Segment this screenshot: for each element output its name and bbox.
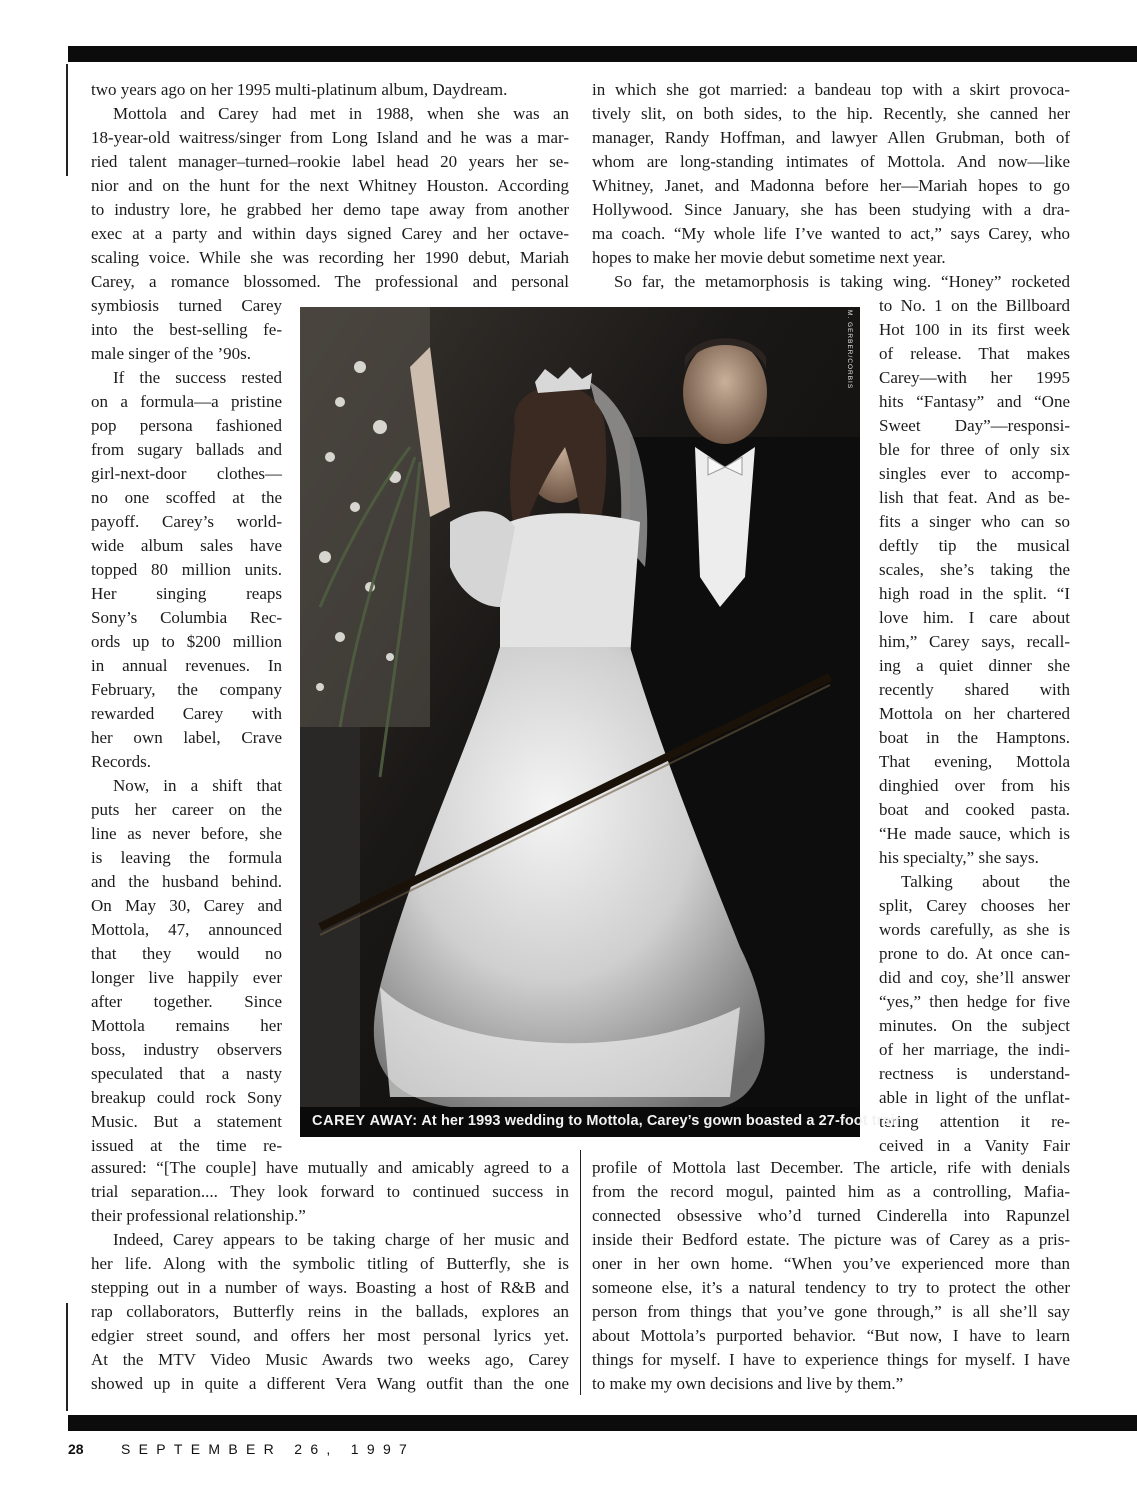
text-line: topped 80 million units. [91,560,282,579]
text-line: two years ago on her 1995 multi-platinum album, Daydream. [91,80,508,99]
text-line: did and coy, she’ll answer [879,968,1070,987]
text-line: line as never before, she [91,824,282,843]
text-line: prone to do. At once can- [879,944,1070,963]
text-line: to No. 1 on the Billboard [879,296,1070,315]
text-line: inside their Bedford estate. The picture was of Carey as a pris- [592,1230,1070,1249]
text-line: him,” Carey says, recall- [879,632,1070,651]
text-line: hits “Fantasy” and “One [879,392,1070,411]
column-1-top-text [91,78,569,294]
text-line: tively slit, on both sides, to the hip. Recently, she canned her [592,104,1070,123]
text-line: hopes to make her movie debut sometime next year. [592,248,946,267]
text-line: Whitney, Janet, and Madonna before her—Mariah hopes to go [592,176,1070,195]
text-line: Mottola and Carey had met in 1988, when she was an [113,104,569,123]
text-line: that they would no [91,944,282,963]
text-line: At the MTV Video Music Awards two weeks ago, Carey [91,1350,569,1369]
text-line: her life. Along with the symbolic titling of Butterfly, she is [91,1254,569,1273]
text-line: person from things that you’ve gone through,” is all she’ll say [592,1302,1070,1321]
text-line: love him. I care about [879,608,1070,627]
text-line: deftly tip the musical [879,536,1070,555]
text-line: rap collaborators, Butterfly reins in the ballads, explores an [91,1302,569,1321]
text-line: edgier street sound, and offers her most personal lyrics yet. [91,1326,569,1345]
text-line: high road in the split. “I [879,584,1070,603]
text-line: minutes. On the subject [879,1016,1070,1035]
text-line: rewarded Carey with [91,704,282,723]
text-line: able in light of the unflat- [879,1088,1070,1107]
text-line: “yes,” then hedge for five [879,992,1070,1011]
text-line: assured: “[The couple] have mutually and amicably agreed to a [91,1158,569,1177]
column-rule [580,1150,581,1395]
text-line: Talking about the [901,872,1070,891]
text-line: Sony’s Columbia Rec- [91,608,282,627]
text-line: Mottola remains her [91,1016,282,1035]
text-line: tering attention it re- [879,1112,1070,1131]
photo-caption-bar [300,1107,904,1137]
text-line: Music. But a statement [91,1112,282,1131]
text-line: nior and on the hunt for the next Whitney Houston. According [91,176,569,195]
text-line: trial separation.... They look forward to continued success in [91,1182,569,1201]
text-line: payoff. Carey’s world- [91,512,282,531]
column-1-narrow-text [91,294,282,1158]
text-line: Hollywood. Since January, she has been studying with a dra- [592,200,1070,219]
text-line: scaling voice. While she was recording her 1990 debut, Mariah [91,248,569,267]
text-line: fits a singer who can so [879,512,1070,531]
text-line: no one scoffed at the [91,488,282,507]
margin-bar-bottom [66,1303,68,1411]
text-line: scales, she’s taking the [879,560,1070,579]
column-2-bottom-text [592,1156,1070,1396]
text-line: and the husband behind. [91,872,282,891]
caption-text: At her 1993 wedding to Mottola, Carey’s gown boasted a 27-foot train [421,1113,904,1129]
text-line: Her singing reaps [91,584,282,603]
text-line: is leaving the formula [91,848,282,867]
text-line: longer live happily ever [91,968,282,987]
text-line: On May 30, Carey and [91,896,282,915]
text-line: speculated that a nasty [91,1064,282,1083]
issue-date: SEPTEMBER 26, 1997 [121,1441,416,1457]
text-line: from the record mogul, painted him as a controlling, Mafia- [592,1182,1070,1201]
text-line: boat and cooked pasta. [879,800,1070,819]
text-line: her own label, Crave [91,728,282,747]
text-line: male singer of the ’90s. [91,344,252,363]
text-line: ords up to $200 million [91,632,282,651]
text-line: exec at a party and within days signed Carey and her octave- [91,224,569,243]
text-line: puts her career on the [91,800,282,819]
text-line: about Mottola’s purported behavior. “But now, I have to learn [592,1326,1070,1345]
text-line: ble for three of only six [879,440,1070,459]
text-line: If the success rested [113,368,282,387]
text-line: boat in the Hamptons. [879,728,1070,747]
text-line: after together. Since [91,992,282,1011]
text-line: ing a quiet dinner she [879,656,1070,675]
caption-lead: CAREY AWAY: [312,1113,418,1129]
text-line: rectness is understand- [879,1064,1070,1083]
text-line: dinghied over from his [879,776,1070,795]
text-line: boss, industry observers [91,1040,282,1059]
text-line: Sweet Day”—responsi- [879,416,1070,435]
text-line: split, Carey chooses her [879,896,1070,915]
text-line: February, the company [91,680,282,699]
text-line: on a formula—a pristine [91,392,282,411]
text-line: Mottola, 47, announced [91,920,282,939]
text-line: Now, in a shift that [113,776,282,795]
text-line: whom are long-standing intimates of Mottola. And now—like [592,152,1070,171]
text-line: Carey, a romance blossomed. The professional and personal [91,272,569,291]
wedding-photo-illustration [300,307,860,1137]
text-line: profile of Mottola last December. The article, rife with denials [592,1158,1070,1177]
text-line: girl-next-door clothes— [91,464,282,483]
text-line: to make my own decisions and live by them.” [592,1374,904,1393]
text-line: wide album sales have [91,536,282,555]
text-line: recently shared with [879,680,1070,699]
text-line: Indeed, Carey appears to be taking charge of her music and [113,1230,569,1249]
text-line: his specialty,” she says. [879,848,1039,867]
text-line: to industry lore, he grabbed her demo tape away from another [91,200,569,219]
text-line: Records. [91,752,151,771]
text-line: issued at the time re- [91,1136,282,1155]
text-line: That evening, Mottola [879,752,1070,771]
text-line: words carefully, as she is [879,920,1070,939]
text-line: in annual revenues. In [91,656,282,675]
page-number: 28 [68,1441,84,1457]
text-line: oner in her own home. “When you’ve experienced more than [592,1254,1070,1273]
text-line: connected obsessive who’d turned Cinderella into Rapunzel [592,1206,1070,1225]
bottom-rule [68,1415,1137,1431]
text-line: “He made sauce, which is [879,824,1070,843]
text-line: Mottola on her chartered [879,704,1070,723]
text-line: things for myself. I have to experience things for myself. I have [592,1350,1070,1369]
text-line: from sugary ballads and [91,440,282,459]
text-line: ried talent manager–turned–rookie label head 20 years her se- [91,152,569,171]
text-line: So far, the metamorphosis is taking wing. “Honey” rocketed [614,272,1070,291]
text-line: lish that feat. And as be- [879,488,1070,507]
text-line: showed up in quite a different Vera Wang outfit than the one [91,1374,569,1393]
text-line: ceived in a Vanity Fair [879,1136,1070,1155]
text-line: 18-year-old waitress/singer from Long Island and he was a mar- [91,128,569,147]
margin-bar-top [66,64,68,176]
text-line: of her marriage, the indi- [879,1040,1070,1059]
text-line: singles ever to accomp- [879,464,1070,483]
text-line: stepping out in a number of ways. Boasting a host of R&B and [91,1278,569,1297]
text-line: ma coach. “My whole life I’ve wanted to act,” says Carey, who [592,224,1070,243]
text-line: their professional relationship.” [91,1206,306,1225]
wedding-photo [300,307,860,1137]
text-line: pop persona fashioned [91,416,282,435]
text-line: Hot 100 in its first week [879,320,1070,339]
photo-credit: M. GERBER/CORBIS [846,310,853,390]
column-2-top-text [592,78,1070,294]
column-2-narrow-text [879,294,1070,1158]
text-line: Carey—with her 1995 [879,368,1070,387]
column-1-bottom-text [91,1156,569,1396]
text-line: of release. That makes [879,344,1070,363]
text-line: breakup could rock Sony [91,1088,282,1107]
photo-caption [312,1113,904,1129]
text-line: into the best-selling fe- [91,320,282,339]
text-line: manager, Randy Hoffman, and lawyer Allen Grubman, both of [592,128,1070,147]
text-line: symbiosis turned Carey [91,296,282,315]
top-rule [68,46,1137,62]
text-line: in which she got married: a bandeau top with a skirt provoca- [592,80,1070,99]
text-line: someone else, it’s a natural tendency to try to protect the other [592,1278,1070,1297]
